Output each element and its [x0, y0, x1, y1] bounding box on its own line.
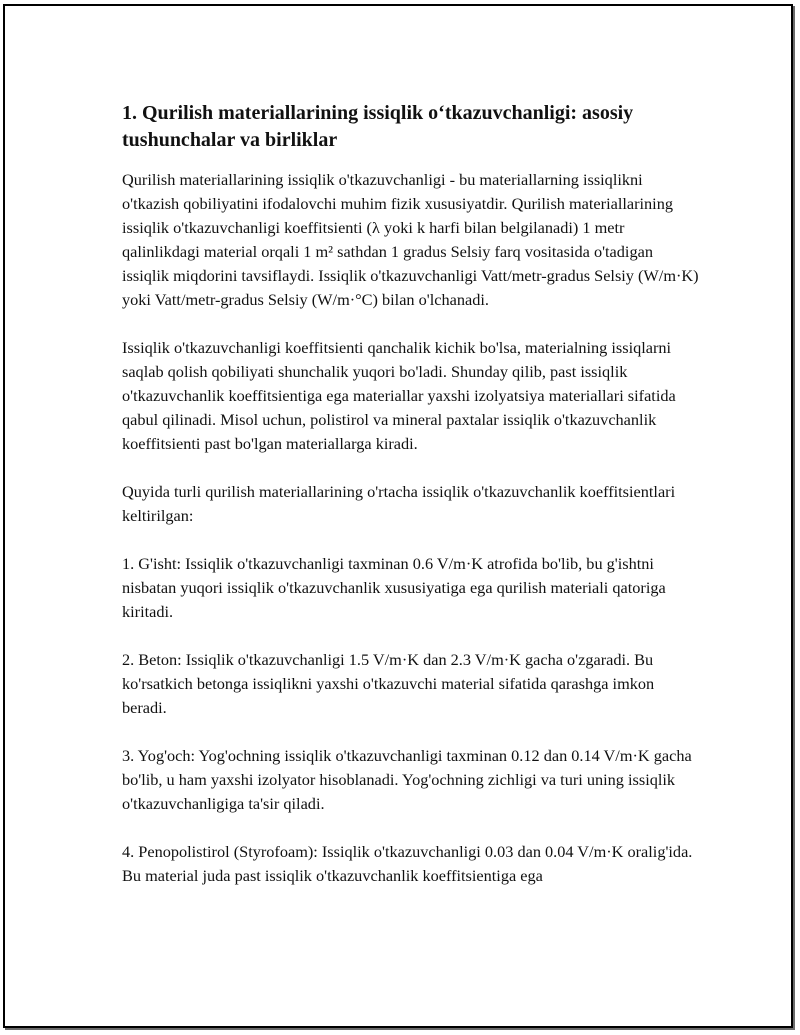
paragraph-intro: Qurilish materiallarining issiqlik o'tkazuvchanligi - bu materiallarning issiqlikni o'tkazish qobiliyatini ifodalovchi muhim fizik xususiyatdir. Qurilish materiallarining issiqlik o'tkazuvchanligi koeffitsienti (λ yoki k harfi bilan belgilanadi) 1 metr qalinlikdagi material orqali 1 m² sathdan 1 gradus Selsiy farq vositasida o'tadigan issiqlik miqdorini tavsiflaydi. Issiqlik o'tkazuvchanligi Vatt/metr-gradus Selsiy (W/m·K) yoki Vatt/metr-gradus Selsiy (W/m·°C) bilan o'lchanadi. [122, 170, 699, 309]
document-title: 1. Qurilish materiallarining issiqlik o‘tkazuvchanligi: asosiy tushunchalar va birliklar [122, 102, 634, 151]
paragraph-coefficient: Issiqlik o'tkazuvchanligi koeffitsienti qanchalik kichik bo'lsa, materialning issiqlarni saqlab qolish qobiliyati shunchalik yuqori bo'ladi. Shunday qilib, past issiqlik o'tkazuvchanlik koeffitsientiga ega materiallar yaxshi izolyatsiya materiallari sifatida qabul qilinadi. Misol uchun, polistirol va mineral paxtalar issiqlik o'tkazuvchanlik koeffitsienti past bo'lgan materiallarga kiradi. [122, 338, 676, 453]
list-item-brick: 1. G'isht: Issiqlik o'tkazuvchanligi taxminan 0.6 V/m·K atrofida bo'lib, bu g'ishtni nisbatan yuqori issiqlik o'tkazuvchanlik xususiyatiga ega qurilish materiali qatoriga kiritadi. [122, 554, 666, 621]
document-body [122, 100, 702, 912]
paragraph-list-intro: Quyida turli qurilish materiallarining o'rtacha issiqlik o'tkazuvchanlik koeffitsientlari keltirilgan: [122, 482, 676, 525]
page-frame [3, 4, 793, 1028]
list-item-styrofoam: 4. Penopolistirol (Styrofoam): Issiqlik o'tkazuvchanligi 0.03 dan 0.04 V/m·K oralig'ida. Bu material juda past issiqlik o'tkazuvchanlik koeffitsientiga ega [122, 842, 693, 885]
list-item-wood: 3. Yog'och: Yog'ochning issiqlik o'tkazuvchanligi taxminan 0.12 dan 0.14 V/m·K gacha bo'lib, u ham yaxshi izolyator hisoblanadi. Yog'ochning zichligi va turi uning issiqlik o'tkazuvchanligiga ta'sir qiladi. [122, 746, 692, 813]
list-item-concrete: 2. Beton: Issiqlik o'tkazuvchanligi 1.5 V/m·K dan 2.3 V/m·K gacha o'zgaradi. Bu ko'rsatkich betonga issiqlikni yaxshi o'tkazuvchi material sifatida qarashga imkon beradi. [122, 650, 655, 717]
